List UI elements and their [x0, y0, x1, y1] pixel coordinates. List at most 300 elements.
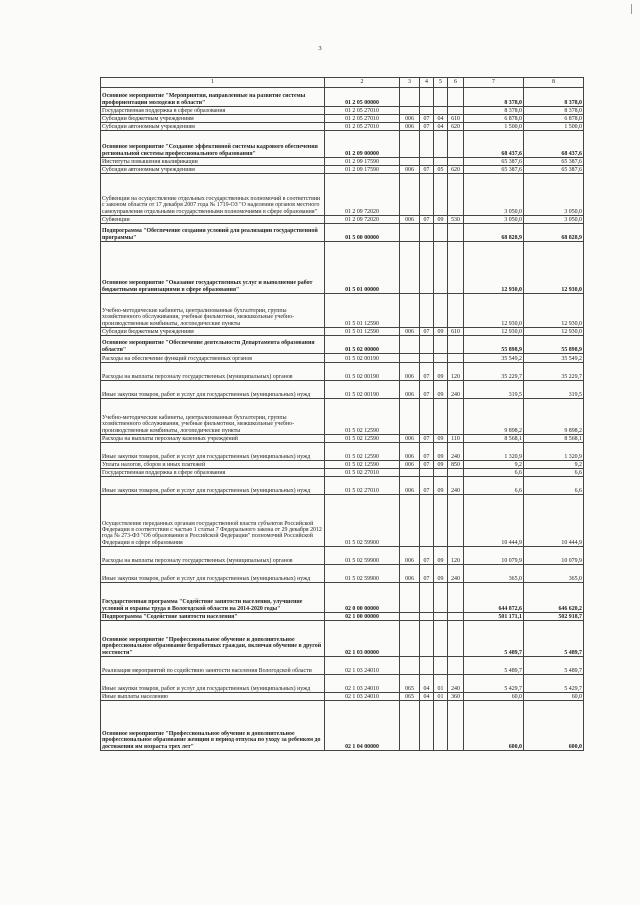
row-ministry: 006	[400, 443, 420, 461]
row-sum-col8: 3 050,0	[524, 174, 584, 216]
row-sum-col7: 35 229,7	[464, 363, 524, 381]
row-code: 01 5 02 59900	[325, 495, 400, 547]
row-expense-type: 110	[448, 435, 464, 443]
row-sum-col8: 9,2	[524, 461, 584, 469]
row-code: 01 5 02 59900	[325, 547, 400, 565]
table-row	[101, 381, 584, 399]
row-sum-col8: 5 429,7	[524, 675, 584, 693]
row-expense-type: 120	[448, 363, 464, 381]
row-ministry	[400, 294, 420, 328]
row-subsection	[434, 354, 448, 363]
row-sum-col7: 501 171,1	[464, 613, 524, 621]
row-name: Учебно-методические кабинеты, централизованные бухгалтерии, группы хозяйственного обслуживания, учебные фильмотеки, межшкольные учебно-производственные комбинаты, логопедические пункты	[101, 399, 325, 435]
row-section	[420, 158, 434, 166]
header-col-2: 2	[325, 78, 400, 88]
row-code: 01 5 02 12590	[325, 435, 400, 443]
header-col-5: 5	[434, 78, 448, 88]
row-expense-type	[448, 224, 464, 242]
row-section: 07	[420, 363, 434, 381]
row-sum-col8: 8 568,1	[524, 435, 584, 443]
row-sum-col8: 600,0	[524, 701, 584, 751]
row-section	[420, 242, 434, 294]
row-name: Иные закупки товаров, работ и услуг для государственных (муниципальных) нужд	[101, 477, 325, 495]
row-sum-col7: 5 489,7	[464, 621, 524, 657]
row-code: 01 5 00 00000	[325, 224, 400, 242]
row-subsection: 09	[434, 435, 448, 443]
row-ministry	[400, 469, 420, 477]
row-ministry	[400, 399, 420, 435]
table-row	[101, 621, 584, 657]
table-row	[101, 565, 584, 583]
header-col-3: 3	[400, 78, 420, 88]
row-code: 01 2 09 72020	[325, 216, 400, 224]
row-sum-col8: 12 930,0	[524, 242, 584, 294]
row-ministry: 006	[400, 381, 420, 399]
row-subsection: 04	[434, 115, 448, 123]
row-code: 01 5 02 59900	[325, 565, 400, 583]
table-row	[101, 495, 584, 547]
row-section: 07	[420, 547, 434, 565]
table-row	[101, 166, 584, 174]
row-name: Основное мероприятие "Оказание государственных услуг и выполнение работ бюджетными организациями в сфере образования"	[101, 242, 325, 294]
header-col-7: 7	[464, 78, 524, 88]
row-name: Государственная поддержка в сфере образования	[101, 469, 325, 477]
row-name: Расходы на выплаты персоналу государственных (муниципальных) органов	[101, 547, 325, 565]
row-ministry	[400, 495, 420, 547]
row-expense-type	[448, 88, 464, 107]
row-name: Основное мероприятие "Мероприятия, направленные на развитие системы профориентации молодежи в области"	[101, 88, 325, 107]
row-expense-type	[448, 399, 464, 435]
row-sum-col7: 8 378,0	[464, 107, 524, 115]
row-ministry: 006	[400, 115, 420, 123]
row-sum-col7: 10 444,9	[464, 495, 524, 547]
row-expense-type	[448, 469, 464, 477]
row-sum-col7: 68 437,6	[464, 131, 524, 158]
row-expense-type	[448, 495, 464, 547]
row-expense-type	[448, 583, 464, 613]
row-expense-type	[448, 354, 464, 363]
table-row	[101, 693, 584, 701]
row-ministry: 006	[400, 328, 420, 336]
row-sum-col7: 68 828,9	[464, 224, 524, 242]
row-ministry	[400, 613, 420, 621]
row-ministry	[400, 354, 420, 363]
row-name: Субсидии бюджетным учреждениям	[101, 328, 325, 336]
row-name: Осуществление переданных органам государственной власти субъектов Российской Федерации в соответствии с частью 1 статьи 7 Федерального закона от 29 декабря 2012 года № 273-ФЗ "Об образовании в Российской Федерации" полномочий Российской Федерации в сфере образования	[101, 495, 325, 547]
row-expense-type: 240	[448, 675, 464, 693]
row-section	[420, 399, 434, 435]
table-row	[101, 294, 584, 328]
row-expense-type: 530	[448, 216, 464, 224]
row-name: Основное мероприятие "Профессиональное обучение и дополнительное профессиональное образование женщин в период отпуска по уходу за ребенком до достижения им возраста трех лет"	[101, 701, 325, 751]
row-sum-col8: 35 549,2	[524, 354, 584, 363]
row-name: Основное мероприятие "Обеспечение деятельности Департамента образования области"	[101, 336, 325, 354]
row-subsection	[434, 399, 448, 435]
row-subsection	[434, 107, 448, 115]
row-sum-col7: 65 387,6	[464, 158, 524, 166]
row-expense-type	[448, 701, 464, 751]
row-expense-type: 240	[448, 381, 464, 399]
row-sum-col8: 6,6	[524, 477, 584, 495]
row-ministry	[400, 158, 420, 166]
row-section: 07	[420, 435, 434, 443]
row-name: Иные закупки товаров, работ и услуг для государственных (муниципальных) нужд	[101, 443, 325, 461]
row-ministry: 006	[400, 123, 420, 131]
row-code: 02 1 04 00000	[325, 701, 400, 751]
table-row	[101, 158, 584, 166]
row-code: 01 2 09 17590	[325, 166, 400, 174]
row-sum-col7: 9 898,2	[464, 399, 524, 435]
row-subsection	[434, 131, 448, 158]
row-sum-col8: 646 620,2	[524, 583, 584, 613]
row-name: Расходы на выплаты персоналу государственных (муниципальных) органов	[101, 363, 325, 381]
row-sum-col8: 10 079,9	[524, 547, 584, 565]
row-sum-col7: 9,2	[464, 461, 524, 469]
row-sum-col8: 12 930,0	[524, 294, 584, 328]
row-sum-col7: 319,5	[464, 381, 524, 399]
row-subsection: 09	[434, 565, 448, 583]
row-ministry: 006	[400, 565, 420, 583]
row-sum-col7: 3 050,0	[464, 174, 524, 216]
row-code: 01 5 02 00190	[325, 354, 400, 363]
row-expense-type: 240	[448, 443, 464, 461]
row-code: 02 1 03 24010	[325, 675, 400, 693]
row-name: Иные закупки товаров, работ и услуг для государственных (муниципальных) нужд	[101, 381, 325, 399]
row-section: 07	[420, 461, 434, 469]
row-section	[420, 621, 434, 657]
table-row	[101, 174, 584, 216]
row-section: 07	[420, 115, 434, 123]
table-row	[101, 88, 584, 107]
table-row	[101, 363, 584, 381]
row-code: 02 1 03 24010	[325, 693, 400, 701]
row-sum-col7: 6,6	[464, 477, 524, 495]
header-col-6: 6	[448, 78, 464, 88]
row-expense-type	[448, 336, 464, 354]
row-code: 01 5 02 00000	[325, 336, 400, 354]
row-ministry: 006	[400, 216, 420, 224]
row-name: Основное мероприятие "Создание эффективной системы кадрового обеспечения региональной системы профессионального образования"	[101, 131, 325, 158]
row-sum-col8: 5 489,7	[524, 657, 584, 675]
row-ministry	[400, 88, 420, 107]
row-code: 02 0 00 00000	[325, 583, 400, 613]
row-sum-col8: 10 444,9	[524, 495, 584, 547]
row-subsection	[434, 701, 448, 751]
row-section	[420, 495, 434, 547]
row-subsection: 04	[434, 123, 448, 131]
row-sum-col8: 55 898,9	[524, 336, 584, 354]
table-row	[101, 224, 584, 242]
row-expense-type	[448, 613, 464, 621]
row-subsection	[434, 242, 448, 294]
row-name: Подпрограмма "Обеспечение создания условий для реализации государственной программы"	[101, 224, 325, 242]
row-expense-type	[448, 242, 464, 294]
row-subsection	[434, 495, 448, 547]
row-sum-col8: 68 437,6	[524, 131, 584, 158]
row-code: 02 1 00 00000	[325, 613, 400, 621]
row-section	[420, 469, 434, 477]
row-ministry	[400, 621, 420, 657]
row-expense-type: 610	[448, 115, 464, 123]
row-subsection: 01	[434, 693, 448, 701]
row-ministry: 006	[400, 477, 420, 495]
scan-corner-mark	[631, 4, 632, 14]
row-section: 07	[420, 216, 434, 224]
row-subsection	[434, 613, 448, 621]
row-code: 01 5 02 00190	[325, 363, 400, 381]
table-row	[101, 216, 584, 224]
row-ministry	[400, 224, 420, 242]
row-section: 07	[420, 443, 434, 461]
table-row	[101, 435, 584, 443]
row-sum-col7: 65 387,6	[464, 166, 524, 174]
row-section	[420, 224, 434, 242]
row-subsection: 01	[434, 675, 448, 693]
row-expense-type: 850	[448, 461, 464, 469]
table-row	[101, 613, 584, 621]
row-section: 07	[420, 565, 434, 583]
table-row	[101, 131, 584, 158]
row-sum-col8: 65 387,6	[524, 158, 584, 166]
row-section: 07	[420, 166, 434, 174]
row-sum-col8: 502 918,7	[524, 613, 584, 621]
row-sum-col8: 8 378,0	[524, 107, 584, 115]
row-code: 01 5 02 12590	[325, 461, 400, 469]
row-subsection	[434, 621, 448, 657]
row-section: 07	[420, 123, 434, 131]
row-section: 07	[420, 328, 434, 336]
row-section	[420, 583, 434, 613]
row-ministry: 006	[400, 363, 420, 381]
row-name: Институты повышения квалификации	[101, 158, 325, 166]
row-code: 01 2 05 27010	[325, 115, 400, 123]
row-section	[420, 107, 434, 115]
row-section	[420, 131, 434, 158]
row-code: 01 5 02 00190	[325, 381, 400, 399]
table-row	[101, 336, 584, 354]
row-sum-col7: 5 429,7	[464, 675, 524, 693]
row-sum-col7: 12 930,0	[464, 242, 524, 294]
row-name: Основное мероприятие "Профессиональное обучение и дополнительное профессиональное образование безработных граждан, включая обучение в другой местности"	[101, 621, 325, 657]
table-row	[101, 242, 584, 294]
row-section: 04	[420, 693, 434, 701]
row-name: Иные закупки товаров, работ и услуг для государственных (муниципальных) нужд	[101, 565, 325, 583]
row-name: Подпрограмма "Содействие занятости населения"	[101, 613, 325, 621]
row-code: 02 1 03 24010	[325, 657, 400, 675]
row-name: Субсидии автономным учреждениям	[101, 123, 325, 131]
row-subsection: 09	[434, 477, 448, 495]
table-row	[101, 583, 584, 613]
row-sum-col7: 8 568,1	[464, 435, 524, 443]
table-row	[101, 461, 584, 469]
row-name: Иные выплаты населению	[101, 693, 325, 701]
row-code: 01 2 09 00000	[325, 131, 400, 158]
row-sum-col7: 55 898,9	[464, 336, 524, 354]
row-name: Учебно-методические кабинеты, централизованные бухгалтерии, группы хозяйственного обслуживания, учебные фильмотеки, межшкольные учебно-производственные комбинаты, логопедические пункты	[101, 294, 325, 328]
row-sum-col8: 68 828,9	[524, 224, 584, 242]
row-ministry	[400, 583, 420, 613]
row-sum-col8: 60,0	[524, 693, 584, 701]
table-row	[101, 469, 584, 477]
row-name: Субвенции на осуществление отдельных государственных полномочий в соответствии с законом области от 17 декабря 2007 года № 1719-ОЗ "О наделении органов местного самоуправления отдельными государственными полномочиями в сфере образования"	[101, 174, 325, 216]
row-subsection: 09	[434, 461, 448, 469]
row-section	[420, 613, 434, 621]
row-subsection	[434, 336, 448, 354]
table-row	[101, 675, 584, 693]
row-code: 01 5 02 12590	[325, 443, 400, 461]
row-subsection	[434, 294, 448, 328]
row-sum-col7: 10 079,9	[464, 547, 524, 565]
row-sum-col7: 6,6	[464, 469, 524, 477]
row-code: 01 2 05 00000	[325, 88, 400, 107]
row-sum-col8: 319,5	[524, 381, 584, 399]
row-expense-type: 610	[448, 328, 464, 336]
row-expense-type	[448, 657, 464, 675]
row-expense-type	[448, 174, 464, 216]
row-subsection	[434, 469, 448, 477]
row-ministry	[400, 131, 420, 158]
row-sum-col7: 60,0	[464, 693, 524, 701]
row-code: 01 2 05 27010	[325, 107, 400, 115]
row-name: Расходы на обеспечение функций государственных органов	[101, 354, 325, 363]
header-col-1: 1	[101, 78, 325, 88]
row-sum-col8: 12 930,0	[524, 328, 584, 336]
row-ministry	[400, 242, 420, 294]
row-section	[420, 701, 434, 751]
row-sum-col8: 35 229,7	[524, 363, 584, 381]
budget-allocation-table	[100, 77, 584, 751]
row-expense-type: 240	[448, 565, 464, 583]
table-row	[101, 123, 584, 131]
row-subsection: 09	[434, 328, 448, 336]
row-sum-col7: 1 500,0	[464, 123, 524, 131]
row-section	[420, 294, 434, 328]
row-code: 01 2 09 72020	[325, 174, 400, 216]
row-sum-col7: 3 050,0	[464, 216, 524, 224]
row-name: Реализация мероприятий по содействию занятости населения Вологодской области	[101, 657, 325, 675]
row-name: Уплата налогов, сборов и иных платежей	[101, 461, 325, 469]
table-row	[101, 547, 584, 565]
row-section: 07	[420, 381, 434, 399]
row-code: 02 1 03 00000	[325, 621, 400, 657]
table-row	[101, 701, 584, 751]
table-row	[101, 107, 584, 115]
row-sum-col7: 365,0	[464, 565, 524, 583]
row-sum-col8: 5 489,7	[524, 621, 584, 657]
row-subsection	[434, 657, 448, 675]
row-ministry	[400, 174, 420, 216]
row-ministry: 065	[400, 675, 420, 693]
row-sum-col7: 8 378,0	[464, 88, 524, 107]
row-ministry: 065	[400, 693, 420, 701]
row-sum-col7: 6 878,0	[464, 115, 524, 123]
row-code: 01 5 01 00000	[325, 242, 400, 294]
header-col-8: 8	[524, 78, 584, 88]
row-subsection: 09	[434, 443, 448, 461]
row-subsection	[434, 158, 448, 166]
page-number: 3	[318, 45, 322, 52]
row-expense-type	[448, 621, 464, 657]
row-ministry: 006	[400, 435, 420, 443]
row-subsection: 09	[434, 363, 448, 381]
row-subsection	[434, 88, 448, 107]
table-row	[101, 477, 584, 495]
table-row	[101, 115, 584, 123]
row-section	[420, 174, 434, 216]
row-sum-col8: 8 378,0	[524, 88, 584, 107]
row-expense-type	[448, 158, 464, 166]
row-sum-col7: 5 489,7	[464, 657, 524, 675]
row-subsection	[434, 224, 448, 242]
row-ministry	[400, 701, 420, 751]
row-sum-col8: 65 387,6	[524, 166, 584, 174]
table-row	[101, 354, 584, 363]
row-name: Государственная программа "Содействие занятости населения, улучшение условий и охраны труда в Вологодской области на 2014-2020 годы"	[101, 583, 325, 613]
row-section	[420, 657, 434, 675]
row-code: 01 5 02 27010	[325, 469, 400, 477]
row-name: Субсидии бюджетным учреждениям	[101, 115, 325, 123]
table-row	[101, 328, 584, 336]
row-name: Субсидии автономным учреждениям	[101, 166, 325, 174]
row-sum-col8: 1 320,9	[524, 443, 584, 461]
row-code: 01 5 02 12590	[325, 399, 400, 435]
row-expense-type: 620	[448, 166, 464, 174]
row-sum-col8: 9 898,2	[524, 399, 584, 435]
row-ministry: 006	[400, 166, 420, 174]
row-section: 07	[420, 477, 434, 495]
row-section	[420, 336, 434, 354]
row-name: Расходы на выплаты персоналу казенных учреждений	[101, 435, 325, 443]
row-ministry: 006	[400, 461, 420, 469]
row-code: 01 2 09 17590	[325, 158, 400, 166]
row-subsection: 05	[434, 166, 448, 174]
row-name: Субвенции	[101, 216, 325, 224]
table-header-row	[101, 78, 584, 88]
row-section: 04	[420, 675, 434, 693]
row-expense-type: 620	[448, 123, 464, 131]
row-sum-col7: 644 872,6	[464, 583, 524, 613]
row-sum-col8: 1 500,0	[524, 123, 584, 131]
row-sum-col8: 6 878,0	[524, 115, 584, 123]
row-ministry	[400, 657, 420, 675]
row-section	[420, 88, 434, 107]
row-sum-col7: 35 549,2	[464, 354, 524, 363]
row-sum-col7: 12 930,0	[464, 328, 524, 336]
row-name: Государственная поддержка в сфере образования	[101, 107, 325, 115]
row-name: Иные закупки товаров, работ и услуг для государственных (муниципальных) нужд	[101, 675, 325, 693]
row-sum-col7: 1 320,9	[464, 443, 524, 461]
row-section	[420, 354, 434, 363]
row-expense-type	[448, 294, 464, 328]
row-code: 01 5 02 27010	[325, 477, 400, 495]
row-sum-col8: 3 050,0	[524, 216, 584, 224]
table-row	[101, 657, 584, 675]
row-code: 01 5 01 12590	[325, 328, 400, 336]
header-col-4: 4	[420, 78, 434, 88]
row-subsection	[434, 583, 448, 613]
row-expense-type	[448, 131, 464, 158]
table-row	[101, 399, 584, 435]
table-row	[101, 443, 584, 461]
row-code: 01 5 01 12590	[325, 294, 400, 328]
row-ministry: 006	[400, 547, 420, 565]
row-subsection: 09	[434, 381, 448, 399]
row-sum-col8: 365,0	[524, 565, 584, 583]
row-sum-col7: 12 930,0	[464, 294, 524, 328]
row-code: 01 2 05 27010	[325, 123, 400, 131]
row-subsection: 09	[434, 216, 448, 224]
row-sum-col7: 600,0	[464, 701, 524, 751]
